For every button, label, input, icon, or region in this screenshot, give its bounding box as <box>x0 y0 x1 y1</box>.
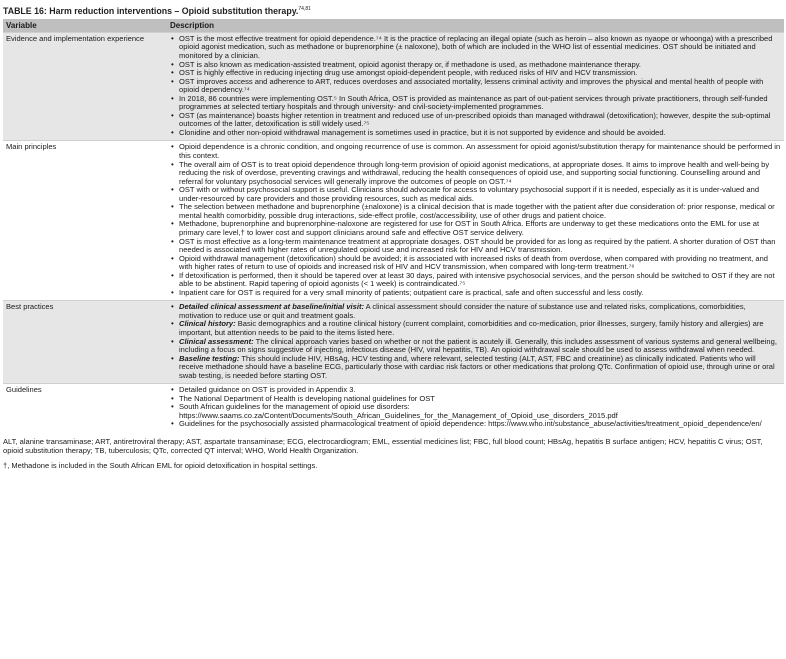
bullet-item <box>170 186 781 203</box>
bullet-item <box>170 238 781 255</box>
table-row <box>3 141 784 301</box>
bullet-text: Methadone, buprenorphine and buprenorphine-naloxone are registered for use for OST in South Africa. Efforts are underway to get these medications onto the EML for use at primary care level,† to lower cost and support clinicians around safe and effective OST service delivery. <box>179 219 760 237</box>
bullet-text: Inpatient care for OST is required for a very small minority of patients; outpatient care is practical, safe and often successful and less costly. <box>179 287 644 297</box>
variable-cell: Evidence and implementation experience <box>3 32 167 141</box>
bullet-item <box>170 320 781 337</box>
bullet-item <box>170 289 781 298</box>
header-description: Description <box>167 19 784 33</box>
bullet-item <box>170 161 781 187</box>
bullet-list <box>170 35 781 138</box>
bullet-text: OST (as maintenance) boasts higher retention in treatment and reduced use of un-prescribed opioids than managed withdrawal (detoxification); however, despite the sub-optimal outcomes of the latter, detoxification is still widely used.⁷⁵ <box>179 110 771 129</box>
caption-refs: 74,81 <box>298 6 311 12</box>
bullet-item <box>170 203 781 220</box>
description-cell <box>167 32 784 141</box>
variable-cell: Best practices <box>3 301 167 384</box>
bullet-text: OST is also known as medication-assisted treatment, opioid agonist therapy or, if methadone is used, as methadone maintenance therapy. <box>179 59 642 69</box>
bullet-item <box>170 420 781 429</box>
bullet-item <box>170 78 781 95</box>
caption-text: TABLE 16: Harm reduction interventions – Opioid substitution therapy. <box>3 5 299 16</box>
bullet-text: Opioid dependence is a chronic condition, and ongoing recurrence of use is common. An assessment for opioid agonist/substitution therapy for maintenance should be performed in this context. <box>179 142 781 161</box>
footnote-dagger: †, Methadone is included in the South African EML for opioid detoxification in hospital settings. <box>3 460 318 470</box>
table-row <box>3 384 784 432</box>
bullet-item <box>170 355 781 381</box>
bullet-text: If detoxification is performed, then it should be tapered over at least 30 days, paired with intensive psychosocial services, and the person should be switched to OST if they are not able to be abstinent. Rapid tapering of opioid agonists (< 1 week) is contraindicated.⁷⁵ <box>179 270 775 289</box>
bullet-text: South African guidelines for the management of opioid use disorders: https://www.saams.co.za/Content/Documents/South_African_Guidelines_for_the_Management_of_Opioid_use_disorders_2015.pdf <box>179 402 618 420</box>
bullet-text: The selection between methadone and buprenorphine (±naloxone) is a clinical decision that is made together with the patient after due consideration of: prior response, medical or mental health comorbidity, possible drug interactions, side-effect profile, cost/accessibility, use of other drugs and patient choice. <box>179 202 775 220</box>
table-caption <box>3 4 786 17</box>
bullet-text: OST is highly effective in reducing injecting drug use amongst opioid-dependent people, with reduced risks of HIV and HCV transmission. <box>179 68 638 78</box>
bullet-item <box>170 129 781 138</box>
bullet-text: Detailed guidance on OST is provided in Appendix 3. <box>179 385 356 395</box>
harm-reduction-table <box>3 19 784 432</box>
bullet-text: OST is the most effective treatment for opioid dependence.⁷⁴ It is the practice of replacing an illegal opiate (such as heroin – also known as nyaope or whoonga) with a prescribed opioid agonist medication, such as methadone or buprenorphine (± naloxone), both of which are included in the WHO list of essential medicines. OST should be initiated and monitored by a clinician. <box>179 33 773 61</box>
bullet-text: The National Department of Health is developing national guidelines for OST <box>179 393 435 403</box>
table-row <box>3 301 784 384</box>
bullet-list <box>170 386 781 429</box>
table-header-row <box>3 19 784 33</box>
bullet-item <box>170 255 781 272</box>
bullet-item <box>170 112 781 129</box>
bullet-item <box>170 272 781 289</box>
abbreviations-note: ALT, alanine transaminase; ART, antiretroviral therapy; AST, aspartate transaminase; ECG, electrocardiogram; EML, essential medicines list; FBC, full blood count; HBsAg, hepatitis B surface antigen; HCV, hepatitis C virus; OST, opioid substitution therapy; TB, tuberculosis; QTc, corrected QT interval; WHO, World Health Organization. <box>3 436 763 455</box>
document-page <box>0 4 786 659</box>
table-body <box>3 32 784 432</box>
bullet-text: Clonidine and other non-opioid withdrawal management is sometimes used in practice, but it is not supported by evidence and should be avoided. <box>179 127 666 137</box>
bullet-lead: Detailed clinical assessment at baseline/initial visit: <box>179 302 364 312</box>
header-variable: Variable <box>3 19 167 33</box>
bullet-text: The overall aim of OST is to treat opioid dependence through long-term provision of opioid agonist medications, at appropriate doses. It aims to improve health and well-being by reducing the risk of overdose, preventing cravings and withdrawal, reducing the health consequences of opioid use, and supporting social functioning. Counselling around and referral for voluntary psychosocial services will generally improve the outcomes of people on OST.⁷⁴ <box>179 159 770 186</box>
bullet-lead: Baseline testing: <box>179 353 240 363</box>
bullet-text: Opioid withdrawal management (detoxification) should be avoided; it is associated with increased risks of death from overdose, when compared with providing no treatment, and with higher rates of return to use of opioids and increased risk of HIV and HCV transmission, when compared with long-term treatment.⁷⁶ <box>179 253 768 272</box>
description-cell <box>167 301 784 384</box>
bullet-item <box>170 303 781 320</box>
bullet-lead: Clinical history: <box>179 319 236 329</box>
bullet-text: A clinical assessment should consider the nature of substance use and related risks, complications, comorbidities, motivation to reduce use or quit and treatment goals. <box>179 302 746 320</box>
bullet-text: In 2018, 86 countries were implementing OST.⁵ In South Africa, OST is provided as maintenance as part of out-patient services through private practitioners, through self-funded programmes at selected tertiary hospitals and through university- and civil-society-implemented programmes. <box>179 93 768 112</box>
bullet-item <box>170 338 781 355</box>
bullet-item <box>170 220 781 237</box>
variable-cell: Guidelines <box>3 384 167 432</box>
bullet-text: OST with or without psychosocial support is useful. Clinicians should advocate for access to voluntary psychosocial support if it is needed, especially as it is under-valued and under-resourced by care providers and those providing resources, such as medical aids. <box>179 185 760 203</box>
bullet-text: Guidelines for the psychosocially assisted pharmacological treatment of opioid dependence: https://www.who.int/substance_abuse/activities/treatment_opioid_dependence/en/ <box>179 419 762 429</box>
bullet-item <box>170 403 781 420</box>
description-cell <box>167 141 784 301</box>
bullet-item <box>170 143 781 160</box>
bullet-list <box>170 303 781 380</box>
variable-cell: Main principles <box>3 141 167 301</box>
bullet-text: Basic demographics and a routine clinical history (current complaint, comorbidities and co-medication, prior illnesses, surgery, family history and allergies) are important, but attention needs to be paid to the items listed here. <box>179 319 764 337</box>
bullet-text: The clinical approach varies based on whether or not the patient is acutely ill. Generally, this includes assessment of various systems and general wellbeing, including a focus on signs suggestive of injecting, infectious disease (HIV, viral hepatitis, TB). An opioid withdrawal scale should be used to assess withdrawal when needed. <box>179 336 777 355</box>
bullet-text: OST is most effective as a long-term maintenance treatment at appropriate dosages. OST should be provided for as long as required by the patient. A shorter duration of OST than needed is associated with higher rates of unregulated opioid use and increased risk for HIV and HCV transmission. <box>179 236 776 255</box>
bullet-text: OST improves access and adherence to ART, reduces overdoses and associated mortality, lessens criminal activity and improves the physical and mental health of people with opioid dependency.⁷⁴ <box>179 76 764 95</box>
bullet-lead: Clinical assessment: <box>179 336 254 346</box>
bullet-item <box>170 35 781 61</box>
table-row <box>3 32 784 141</box>
bullet-list <box>170 143 781 297</box>
description-cell <box>167 384 784 432</box>
bullet-text: This should include HIV, HBsAg, HCV testing and, where relevant, selected testing (ALT, AST, FBC and creatinine) as clinically indicated. Patients who will receive methadone should have a baseline ECG, particularly those with cardiac risk factors or other medications that prolong QTc. Confirmation of opioid use, through urine or oral swab testing, is needed before starting OST. <box>179 353 775 380</box>
bullet-item <box>170 95 781 112</box>
